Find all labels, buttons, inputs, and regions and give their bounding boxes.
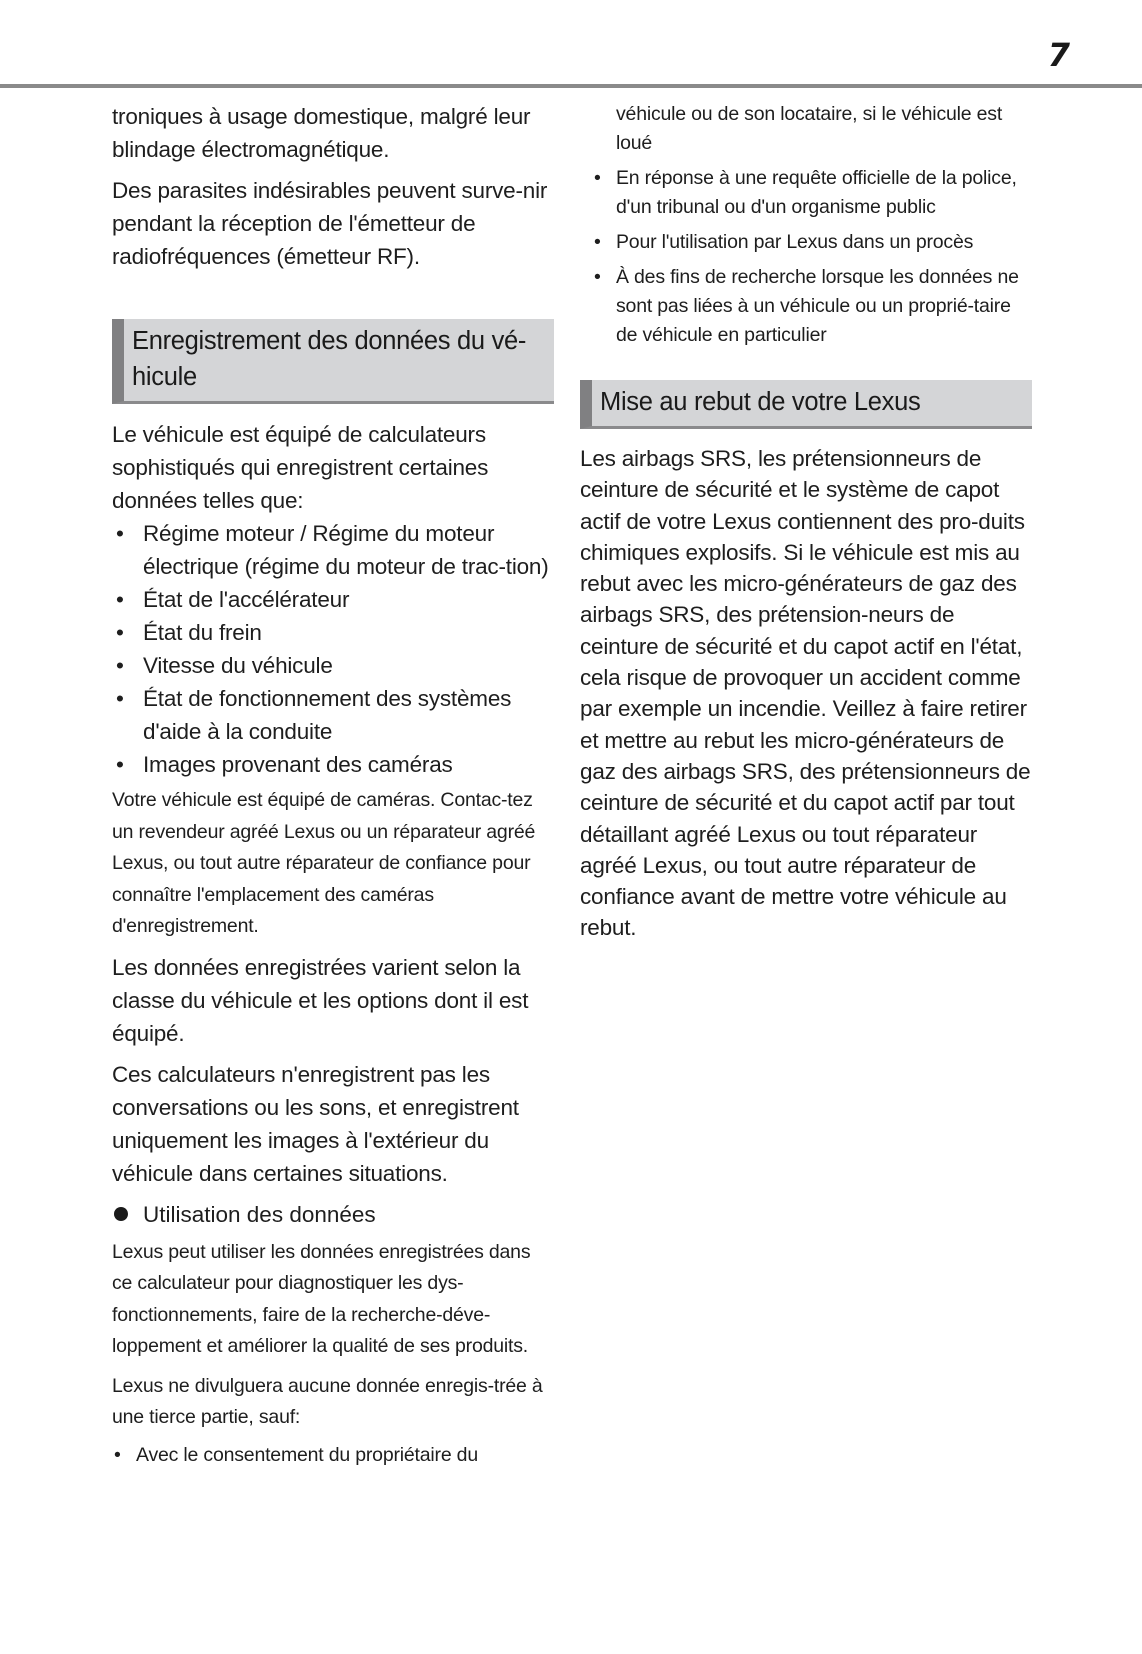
list-item-text: En réponse à une requête officielle de la police, d'un tribunal ou d'un organisme public (616, 167, 1017, 218)
bullet-icon: • (594, 266, 601, 288)
variation-paragraph: Les données enregistrées varient selon la classe du véhicule et les options dont il est équipé. (112, 954, 529, 1046)
disposal-paragraph: Les airbags SRS, les prétensionneurs de ceinture de sécurité et le système de capot actif de votre Lexus contiennent des pro-duits chimiques explosifs. Si le véhicule est mis au rebut avec les micro-générateurs de gaz des airbags SRS, des prétension-neurs de ceinture de sécurité et du capot actif en l'état, cela risque de provoquer un accident comme par exemple un incendie. Veillez à faire retirer et mettre au rebut les micro-générateurs de gaz des airbags SRS, des prétensionneurs de ceinture de sécurité et du capot actif par tout détaillant agréé Lexus ou tout réparateur agréé Lexus, ou tout autre réparateur de confiance avant de mettre votre véhicule au rebut. (580, 446, 1031, 941)
list-item-text: État de l'accélérateur (143, 587, 350, 612)
list-item (112, 649, 554, 682)
bullet-icon: • (116, 521, 124, 546)
list-item-text: Images provenant des caméras (143, 752, 453, 777)
right-column (580, 100, 1032, 952)
list-item-text: Régime moteur / Régime du moteur électrique (régime du moteur de trac-tion) (143, 521, 549, 579)
disclosure-paragraph: Lexus ne divulguera aucune donnée enregis-trée à une tierce partie, sauf: (112, 1374, 543, 1428)
bullet-icon: • (116, 686, 124, 711)
intro-paragraph: troniques à usage domestique, malgré leur blindage électromagnétique. (112, 104, 531, 162)
no-audio-paragraph: Ces calculateurs n'enregistrent pas les conversations ou les sons, et enregistrent uniquement les images à l'extérieur du véhicule dans certaines situations. (112, 1061, 519, 1186)
filled-circle-icon (114, 1207, 128, 1221)
bullet-icon: • (594, 231, 601, 253)
list-item (112, 583, 554, 616)
bullet-icon: • (594, 167, 601, 189)
list-item (112, 616, 554, 649)
intro-paragraph: Des parasites indésirables peuvent surve-nir pendant la réception de l'émetteur de radiofréquences (émetteur RF). (112, 178, 548, 269)
disclosure-list-start (112, 1440, 554, 1471)
subheading-data-usage (112, 1198, 554, 1231)
list-item-text: État de fonctionnement des systèmes d'aide à la conduite (143, 686, 512, 744)
list-item-text: Vitesse du véhicule (143, 653, 333, 678)
left-column (112, 100, 554, 1478)
list-item (112, 517, 554, 583)
section-heading-disposal: Mise au rebut de votre Lexus (580, 380, 1032, 429)
list-item (592, 228, 1032, 257)
list-item (112, 748, 554, 781)
recorded-data-list (112, 517, 554, 781)
bullet-icon: • (114, 1443, 121, 1466)
subheading-text: Utilisation des données (143, 1201, 376, 1227)
disclosure-list (592, 164, 1032, 350)
list-item (112, 682, 554, 748)
header-rule (0, 84, 1142, 88)
list-item-continuation: véhicule ou de son locataire, si le véhicule est loué (616, 103, 1003, 154)
section-intro-paragraph: Le véhicule est équipé de calculateurs sophistiqués qui enregistrent certaines données telles que: (112, 422, 489, 513)
bullet-icon: • (116, 620, 124, 645)
list-item (592, 263, 1032, 350)
list-item-text: Avec le consentement du propriétaire du (136, 1443, 478, 1466)
list-item-text: À des fins de recherche lorsque les données ne sont pas liées à un véhicule ou un proprié-taire de véhicule en particulier (616, 266, 1019, 346)
page-number: 7 (1047, 36, 1070, 74)
bullet-icon: • (116, 752, 124, 777)
section-heading-data-recording: Enregistrement des données du vé-hicule (112, 319, 554, 404)
camera-note: Votre véhicule est équipé de caméras. Contac-tez un revendeur agréé Lexus ou un réparateur agréé Lexus, ou tout autre réparateur de confiance pour connaître l'emplacement des caméras d'enregistrement. (112, 789, 536, 937)
usage-paragraph: Lexus peut utiliser les données enregistrées dans ce calculateur pour diagnostiquer les dys-fonctionnements, faire de la recherche-déve-loppement et améliorer la qualité de ses produits. (112, 1240, 531, 1357)
list-item-text: Pour l'utilisation par Lexus dans un procès (616, 231, 974, 253)
list-item-text: État du frein (143, 620, 262, 645)
list-item (112, 1440, 554, 1471)
bullet-icon: • (116, 587, 124, 612)
bullet-icon: • (116, 653, 124, 678)
list-item (592, 164, 1032, 222)
